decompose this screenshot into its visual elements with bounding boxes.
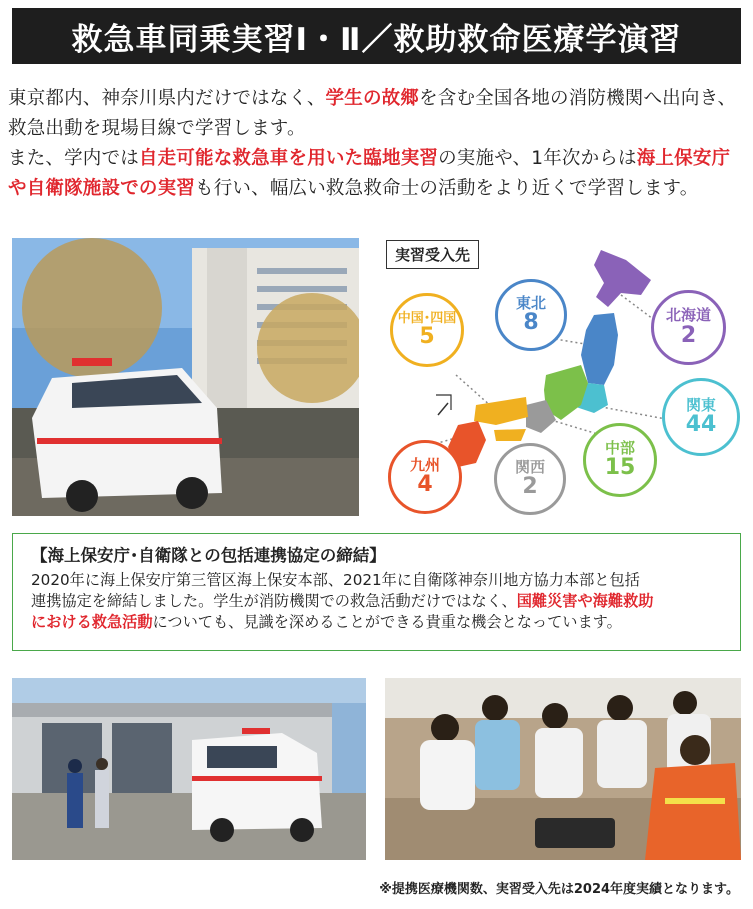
intro-text-span: 東京都内、神奈川県内だけではなく、: [8, 88, 326, 109]
ambulance-station-photo: [12, 678, 366, 860]
region-kyushu: [388, 440, 462, 514]
intro-highlight-coastguard: 海上保安庁や自衛隊施設での実習: [8, 148, 731, 199]
region-name: 北海道: [665, 306, 711, 325]
region-chugoku-shikoku: [390, 293, 464, 367]
partnership-highlight: における救急活動: [31, 613, 153, 631]
region-count: 8: [523, 310, 539, 336]
page-title: [12, 8, 741, 64]
region-name: 関西: [514, 457, 545, 476]
region-name: 中部: [604, 438, 635, 457]
region-count: 2: [522, 474, 538, 500]
map-label: 実習受入先: [386, 240, 479, 269]
intro-highlight-ambulance: 自走可能な救急車を用いた臨地実習: [138, 148, 439, 169]
region-chubu: [583, 423, 657, 497]
intro-paragraph-1: [8, 84, 745, 144]
intro-paragraph-2: [8, 144, 745, 204]
region-name: 東北: [515, 293, 546, 312]
region-count: 4: [417, 472, 433, 498]
region-count: 44: [685, 412, 717, 438]
partnership-line-2: [31, 591, 730, 612]
region-name: 関東: [685, 395, 716, 414]
region-name: 九州: [409, 455, 440, 474]
region-name: 中国･四国: [397, 310, 457, 326]
region-count: 2: [680, 322, 697, 348]
partnership-title: 【海上保安庁･自衛隊との包括連携協定の締結】: [31, 546, 386, 565]
partnership-highlight: 国難災害や海難救助: [516, 592, 654, 610]
page-title-text: 救急車同乗実習Ⅰ・Ⅱ／救助救命医療学演習: [71, 21, 682, 58]
intro-highlight-hometown: 学生の故郷: [325, 88, 420, 109]
intro-text: [8, 84, 745, 204]
region-count: 15: [604, 455, 636, 481]
region-hokkaido: [651, 290, 726, 365]
region-kanto: [662, 378, 740, 456]
partnership-body: [31, 570, 730, 633]
students-training-photo: [385, 678, 741, 860]
partnership-info-box: [12, 533, 741, 651]
intro-text-span: の実施や、1年次からは: [438, 148, 637, 169]
footnote: ※提携医療機関数、実習受入先は2024年度実績となります。: [379, 882, 739, 897]
intro-text-span: を含む全国各地の消防機関へ出向き、救急出動を現場目線で学習します。: [8, 88, 737, 139]
partnership-line-3: [31, 612, 730, 633]
region-kansai: [494, 443, 566, 515]
intro-text-span: も行い、幅広い救急救命士の活動をより近くで学習します。: [195, 178, 699, 199]
region-count: 5: [419, 324, 435, 350]
partnership-text-span: についても、見識を深めることができる貴重な機会となっています。: [152, 613, 622, 631]
intro-text-span: また、学内では: [8, 148, 139, 169]
ambulance-campus-photo: [12, 238, 359, 516]
partnership-text-span: 連携協定を締結しました。学生が消防機関での救急活動だけではなく、: [31, 592, 517, 610]
partnership-line-1: 2020年に海上保安庁第三管区海上保安本部、2021年に自衛隊神奈川地方協力本部と包括: [31, 571, 640, 589]
region-tohoku: [495, 279, 567, 351]
